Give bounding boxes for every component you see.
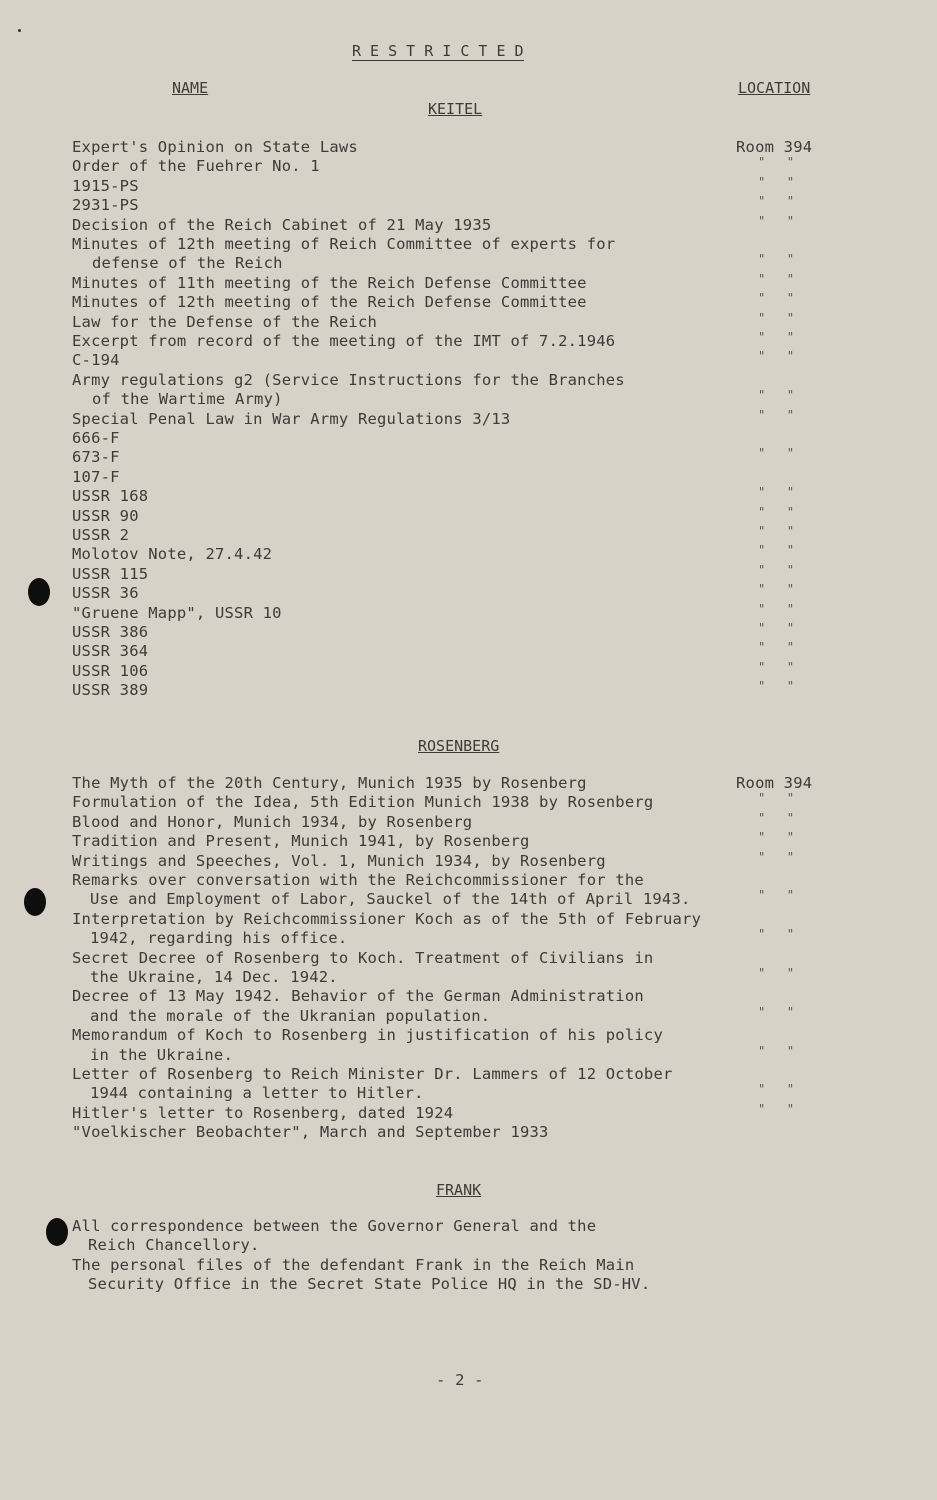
document-entry-text: 673-F	[72, 448, 120, 467]
page-number: - 2 -	[436, 1371, 484, 1389]
rosenberg-section-title: ROSENBERG	[418, 737, 500, 755]
punch-hole	[28, 578, 50, 606]
location-ditto: " "	[758, 830, 795, 845]
document-entry-text: USSR 386	[72, 623, 149, 641]
classification-header: R E S T R I C T E D	[352, 42, 524, 60]
keitel-section-title: KEITEL	[428, 100, 483, 118]
punch-hole	[24, 888, 46, 916]
location-ditto: " "	[758, 1101, 795, 1116]
document-entry-continuation: of the Wartime Army)	[92, 390, 283, 409]
location-ditto: " "	[758, 291, 795, 306]
document-entry-continuation: Use and Employment of Labor, Sauckel of the 14th of April 1943.	[90, 890, 691, 909]
document-entry-continuation: 1942, regarding his office.	[90, 929, 348, 948]
frank-section-title: FRANK	[436, 1181, 482, 1199]
location-ditto: " "	[758, 524, 795, 538]
location-ditto: " "	[758, 679, 795, 694]
location-ditto: " "	[758, 562, 795, 577]
document-entry-text: Interpretation by Reichcommissioner Koch as of the 5th of February	[72, 909, 702, 928]
location-ditto: " "	[758, 621, 795, 635]
document-entry-text: Army regulations g2 (Service Instructions for the Branches	[72, 370, 625, 389]
document-entry-text: Order of the Fuehrer No. 1	[72, 157, 320, 176]
document-entry-text: Letter of Rosenberg to Reich Minister Dr. Lammers of 12 October	[72, 1065, 673, 1083]
name-column-label: NAME	[172, 79, 209, 97]
location-ditto: " "	[758, 504, 795, 519]
location-ditto: " "	[758, 543, 795, 558]
document-entry-text: 2931-PS	[72, 196, 139, 215]
location-ditto: " "	[758, 388, 795, 403]
location-ditto: " "	[758, 407, 795, 422]
location-ditto: " "	[758, 1004, 795, 1019]
document-entry-text: C-194	[72, 351, 120, 370]
document-entry-text: Hitler's letter to Rosenberg, dated 1924	[72, 1103, 454, 1122]
location-ditto: " "	[758, 271, 795, 286]
document-entry-text: 666-F	[72, 429, 120, 447]
document-entry-continuation: the Ukraine, 14 Dec. 1942.	[90, 968, 338, 986]
location-column-label: LOCATION	[738, 79, 811, 97]
document-entry-text: USSR 2	[72, 526, 130, 544]
document-entry-text: Secret Decree of Rosenberg to Koch. Treatment of Civilians in	[72, 948, 654, 967]
location-ditto: " "	[758, 640, 795, 655]
location-ditto: " "	[758, 446, 795, 461]
location-room: Room 394	[736, 138, 813, 156]
document-entry-text: Blood and Honor, Munich 1934, by Rosenberg	[72, 812, 473, 831]
document-entry-text: Remarks over conversation with the Reichcommissioner for the	[72, 871, 644, 889]
location-ditto: " "	[758, 659, 795, 674]
document-entry-text: Expert's Opinion on State Laws	[72, 138, 358, 156]
document-entry-text: Minutes of 12th meeting of Reich Committee of experts for	[72, 235, 616, 253]
location-ditto: " "	[758, 330, 795, 344]
document-entry-text: Minutes of 11th meeting of the Reich Defense Committee	[72, 273, 587, 292]
document-entry-text: "Voelkischer Beobachter", March and September 1933	[72, 1123, 549, 1142]
location-ditto: " "	[758, 252, 795, 267]
document-entry-text: Decision of the Reich Cabinet of 21 May 1935	[72, 215, 492, 234]
document-entry-text: 107-F	[72, 467, 120, 486]
location-ditto: " "	[758, 810, 795, 825]
location-ditto: " "	[758, 888, 795, 903]
document-entry-text: Memorandum of Koch to Rosenberg in justification of his policy	[72, 1026, 663, 1045]
document-entry-text: Minutes of 12th meeting of the Reich Defense Committee	[72, 293, 587, 312]
document-entry-text: USSR 36	[72, 584, 139, 603]
punch-hole	[46, 1218, 68, 1246]
location-ditto: " "	[758, 791, 795, 806]
location-ditto: " "	[758, 601, 795, 616]
location-ditto: " "	[758, 1043, 795, 1058]
document-entry-continuation: in the Ukraine.	[90, 1045, 233, 1064]
document-entry-text: USSR 115	[72, 564, 149, 583]
document-entry-text: USSR 106	[72, 661, 149, 680]
document-entry-continuation: defense of the Reich	[92, 254, 283, 273]
document-entry-continuation: Security Office in the Secret State Police HQ in the SD-HV.	[88, 1275, 651, 1294]
location-ditto: " "	[758, 310, 795, 325]
location-ditto: " "	[758, 582, 795, 597]
document-entry-text: USSR 90	[72, 506, 139, 525]
location-ditto: " "	[758, 349, 795, 364]
document-entry-text: The personal files of the defendant Frank in the Reich Main	[72, 1255, 635, 1274]
location-ditto: " "	[758, 174, 795, 189]
location-room: Room 394	[736, 774, 813, 792]
location-ditto: " "	[758, 1082, 795, 1097]
location-ditto: " "	[758, 966, 795, 980]
location-ditto: " "	[758, 849, 795, 864]
document-entry-continuation: Reich Chancellory.	[88, 1236, 260, 1255]
document-entry-text: USSR 389	[72, 681, 149, 700]
document-entry-text: Writings and Speeches, Vol. 1, Munich 1934, by Rosenberg	[72, 851, 606, 870]
document-entry-continuation: and the morale of the Ukranian population.	[90, 1006, 491, 1025]
document-entry-text: The Myth of the 20th Century, Munich 1935 by Rosenberg	[72, 774, 587, 792]
location-ditto: " "	[758, 194, 795, 209]
document-entry-text: Molotov Note, 27.4.42	[72, 545, 273, 564]
location-ditto: " "	[758, 213, 795, 228]
document-entry-text: Excerpt from record of the meeting of the IMT of 7.2.1946	[72, 332, 616, 350]
document-entry-text: USSR 364	[72, 642, 149, 661]
document-entry-text: Tradition and Present, Munich 1941, by Rosenberg	[72, 832, 530, 851]
document-entry-text: Formulation of the Idea, 5th Edition Munich 1938 by Rosenberg	[72, 793, 654, 812]
document-entry-text: "Gruene Mapp", USSR 10	[72, 603, 282, 622]
location-ditto: " "	[758, 155, 795, 170]
document-entry-text: Decree of 13 May 1942. Behavior of the German Administration	[72, 987, 644, 1006]
speck-mark	[18, 29, 21, 32]
document-entry-text: All correspondence between the Governor General and the	[72, 1217, 597, 1235]
location-ditto: " "	[758, 927, 795, 942]
document-entry-text: USSR 168	[72, 487, 149, 506]
location-ditto: " "	[758, 485, 795, 500]
document-entry-text: Law for the Defense of the Reich	[72, 312, 378, 331]
document-entry-text: 1915-PS	[72, 176, 139, 195]
document-entry-text: Special Penal Law in War Army Regulations 3/13	[72, 409, 511, 428]
document-entry-continuation: 1944 containing a letter to Hitler.	[90, 1084, 424, 1103]
